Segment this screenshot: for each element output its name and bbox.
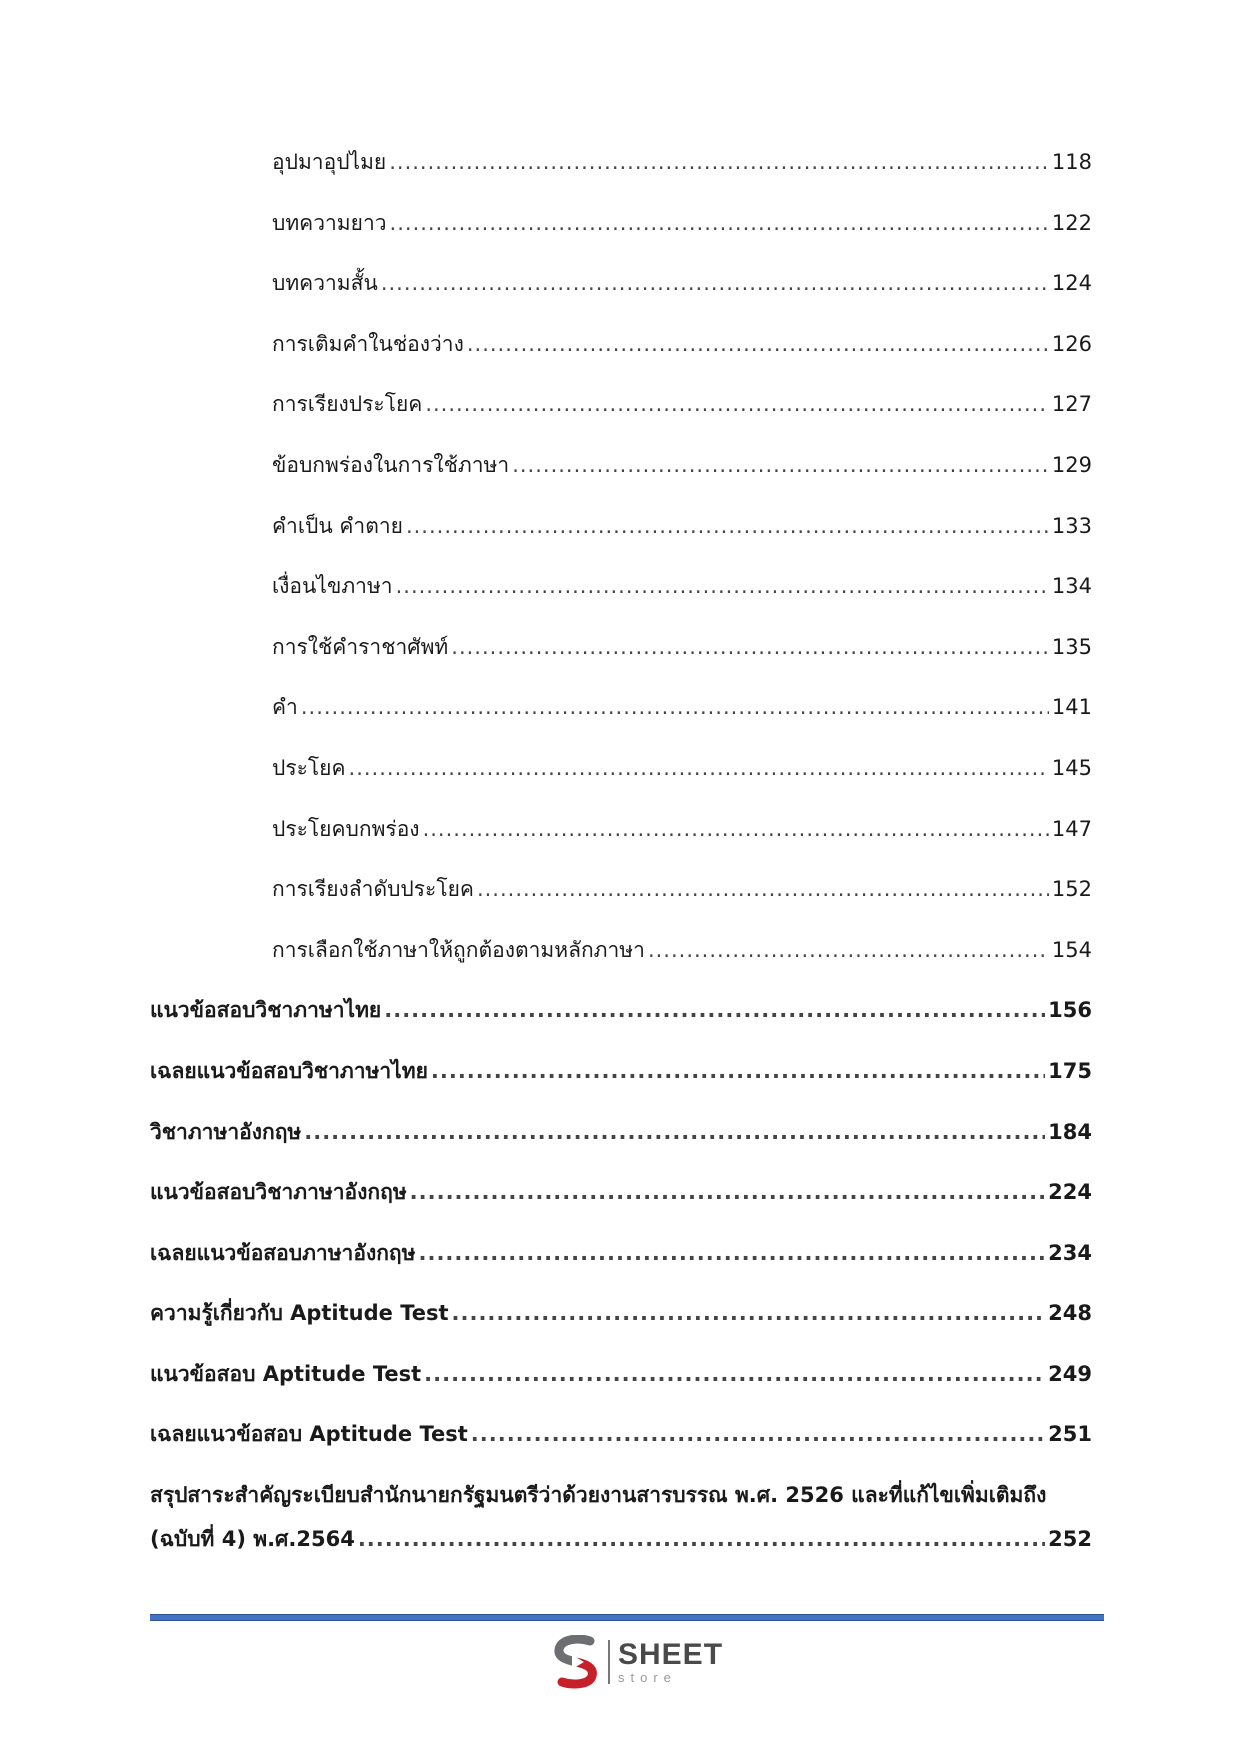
toc-entry-page: 126 <box>1051 331 1092 356</box>
toc-leader-dots <box>301 693 1049 722</box>
toc-leader-dots <box>431 1057 1045 1086</box>
toc-leader-dots <box>425 390 1049 419</box>
toc-leader-dots <box>358 1525 1045 1554</box>
toc-entry[interactable] <box>272 693 1092 754</box>
toc-leader-dots <box>304 1118 1045 1147</box>
toc-entry-title: การเรียงลำดับประโยค <box>272 877 474 902</box>
toc-entry-title: ประโยคบกพร่อง <box>272 816 420 841</box>
toc-leader-dots <box>381 269 1049 298</box>
toc-entry-title: เฉลยแนวข้อสอบวิชาภาษาไทย <box>150 1058 428 1083</box>
toc-entry[interactable] <box>272 451 1092 512</box>
toc-leader-dots <box>423 815 1049 844</box>
toc-leader-dots <box>349 754 1049 783</box>
toc-section-entry[interactable] <box>150 1118 1092 1179</box>
toc-entry-page: 154 <box>1051 937 1092 962</box>
toc-entry-page: 234 <box>1048 1240 1092 1265</box>
toc-entry[interactable] <box>272 754 1092 815</box>
table-of-contents <box>150 148 1092 1569</box>
toc-entry-page: 122 <box>1051 210 1092 235</box>
toc-section-entry[interactable] <box>150 1299 1092 1360</box>
toc-entry-title: อุปมาอุปไมย <box>272 150 387 174</box>
toc-section-entry[interactable] <box>150 1420 1092 1481</box>
toc-entry-page: 248 <box>1048 1301 1092 1326</box>
toc-leader-dots <box>406 512 1049 541</box>
toc-entry-title: ประโยค <box>272 755 346 780</box>
toc-entry-title: แนวข้อสอบวิชาภาษาไทย <box>150 998 382 1023</box>
toc-section-entry[interactable] <box>150 996 1092 1057</box>
toc-leader-dots <box>384 996 1045 1025</box>
toc-entry-title: การเติมคำในช่องว่าง <box>272 331 464 356</box>
toc-entry-page: 152 <box>1051 877 1092 902</box>
sheet-store-logo <box>550 1632 723 1692</box>
toc-entry-title: แนวข้อสอบวิชาภาษาอังกฤษ <box>150 1180 407 1205</box>
toc-entry-title-line1: สรุปสาระสำคัญระเบียบสำนักนายกรัฐมนตรีว่าด้วยงานสารบรรณ พ.ศ. 2526 และที่แก้ไขเพิ่มเติมถึง <box>150 1483 1047 1508</box>
toc-entry-title: บทความสั้น <box>272 271 378 296</box>
toc-leader-dots <box>451 633 1049 662</box>
toc-entry-page: 147 <box>1051 816 1092 841</box>
toc-entry-title: คำเป็น คำตาย <box>272 513 403 538</box>
toc-entry-page: 134 <box>1051 574 1092 599</box>
toc-entry-title: คำ <box>272 695 298 720</box>
toc-entry-page: 252 <box>1048 1527 1092 1552</box>
toc-leader-dots <box>471 1420 1045 1449</box>
toc-leader-dots <box>418 1239 1045 1268</box>
toc-leader-dots <box>467 330 1049 359</box>
toc-entry-title: การใช้คำราชาศัพท์ <box>272 634 449 659</box>
toc-entry[interactable] <box>272 633 1092 694</box>
footer-rule <box>150 1614 1104 1621</box>
toc-entry[interactable] <box>272 875 1092 936</box>
logo-subword: store <box>618 1670 677 1685</box>
toc-entry-page: 175 <box>1048 1058 1092 1083</box>
toc-leader-dots <box>424 1360 1045 1389</box>
toc-leader-dots <box>396 572 1049 601</box>
toc-entry-page: 141 <box>1051 695 1092 720</box>
toc-entry-page: 135 <box>1051 634 1092 659</box>
toc-entry-title: ข้อบกพร่องในการใช้ภาษา <box>272 452 510 477</box>
toc-section-entry[interactable] <box>150 1239 1092 1300</box>
toc-entry-page: 251 <box>1048 1422 1092 1447</box>
toc-entry-title: ความรู้เกี่ยวกับ Aptitude Test <box>150 1301 449 1326</box>
toc-entry-page: 129 <box>1051 452 1092 477</box>
toc-entry-title: การเลือกใช้ภาษาให้ถูกต้องตามหลักภาษา <box>272 937 645 962</box>
toc-entry[interactable] <box>272 936 1092 997</box>
toc-section-entry[interactable] <box>150 1057 1092 1118</box>
toc-leader-dots <box>390 209 1049 238</box>
toc-leader-dots <box>389 148 1049 177</box>
toc-entry-page: 145 <box>1051 755 1092 780</box>
toc-entry-title: การเรียงประโยค <box>272 392 423 417</box>
toc-entry-title: วิชาภาษาอังกฤษ <box>150 1119 302 1144</box>
sheet-store-s-icon <box>550 1635 602 1689</box>
toc-leader-dots <box>477 875 1049 904</box>
toc-entry[interactable] <box>272 269 1092 330</box>
toc-entry-page: 184 <box>1048 1119 1092 1144</box>
toc-leader-dots <box>512 451 1049 480</box>
toc-entry-title: เฉลยแนวข้อสอบภาษาอังกฤษ <box>150 1240 416 1265</box>
logo-divider <box>608 1640 610 1684</box>
toc-leader-dots <box>452 1299 1046 1328</box>
toc-entry-title-line2: (ฉบับที่ 4) พ.ศ.2564 <box>150 1527 355 1552</box>
toc-entry-title: บทความยาว <box>272 210 387 235</box>
toc-entry-page: 133 <box>1051 513 1092 538</box>
toc-entry-page: 124 <box>1051 271 1092 296</box>
toc-entry[interactable] <box>272 512 1092 573</box>
toc-section-entry[interactable] <box>150 1178 1092 1239</box>
toc-entry[interactable] <box>272 572 1092 633</box>
toc-section-entry[interactable] <box>150 1360 1092 1421</box>
toc-leader-dots <box>648 936 1049 965</box>
toc-entry[interactable] <box>272 148 1092 209</box>
toc-entry-page: 127 <box>1051 392 1092 417</box>
toc-entry-page: 118 <box>1051 150 1092 174</box>
toc-leader-dots <box>410 1178 1046 1207</box>
toc-entry[interactable] <box>272 390 1092 451</box>
toc-entry[interactable] <box>272 209 1092 270</box>
toc-entry-page: 249 <box>1048 1361 1092 1386</box>
toc-entry[interactable] <box>272 815 1092 876</box>
toc-entry-title: แนวข้อสอบ Aptitude Test <box>150 1361 422 1386</box>
toc-entry-page: 156 <box>1048 998 1092 1023</box>
toc-entry-title: เงื่อนไขภาษา <box>272 574 393 599</box>
toc-entry-page: 224 <box>1048 1180 1092 1205</box>
toc-section-entry-multiline[interactable] <box>150 1481 1092 1569</box>
toc-entry-title: เฉลยแนวข้อสอบ Aptitude Test <box>150 1422 468 1447</box>
toc-entry[interactable] <box>272 330 1092 391</box>
logo-word: SHEET <box>618 1638 724 1671</box>
